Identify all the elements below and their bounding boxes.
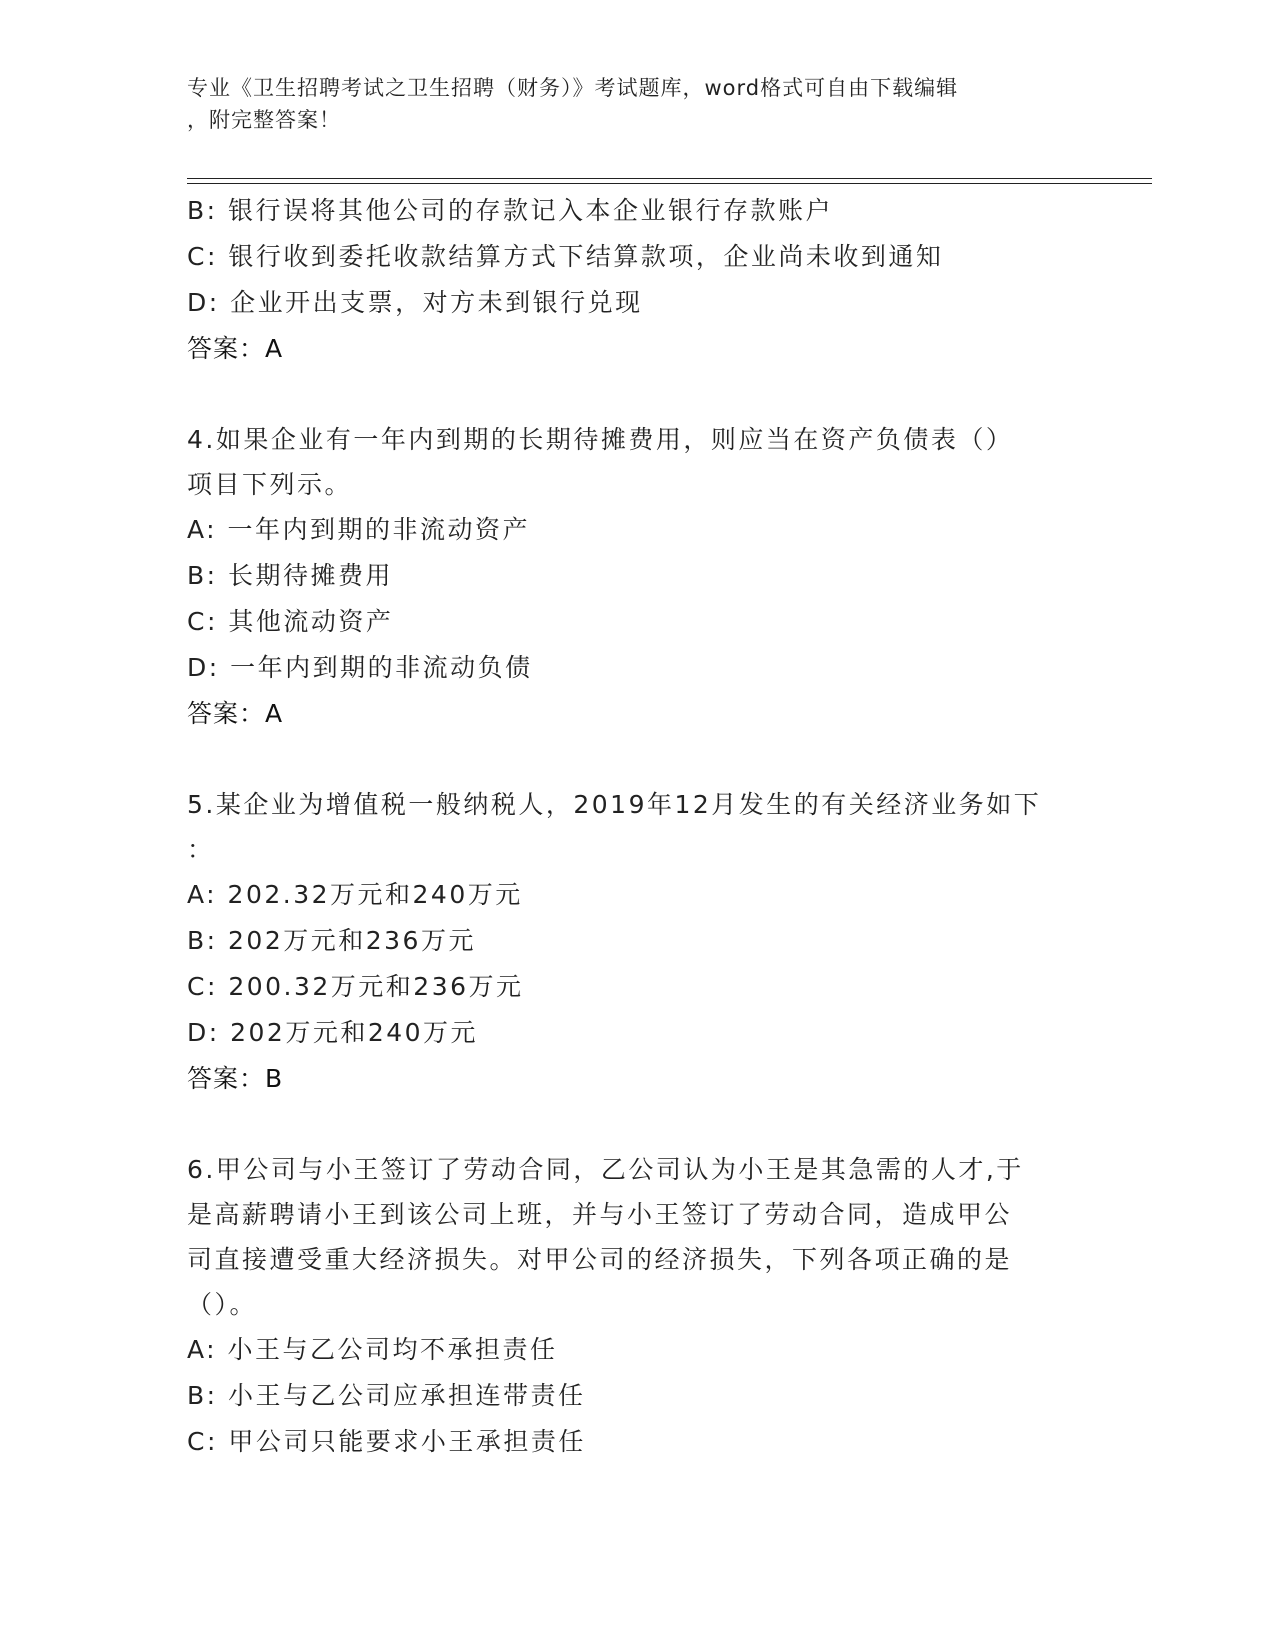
header-line-1: 专业《卫生招聘考试之卫生招聘（财务）》考试题库，word格式可自由下载编辑 [187, 76, 959, 100]
question-5 [187, 782, 1107, 1102]
question-spacer [187, 372, 1107, 417]
question-stem: （）。 [187, 1290, 258, 1319]
question-3 [187, 188, 1107, 372]
header-line-2: ，附完整答案！ [187, 108, 341, 132]
question-stem: 4.如果企业有一年内到期的长期待摊费用，则应当在资产负债表（） [187, 425, 1014, 454]
question-stem: 司直接遭受重大经济损失。对甲公司的经济损失，下列各项正确的是 [187, 1245, 1013, 1274]
answer: 答案：B [187, 1064, 284, 1093]
option-b: B: 银行误将其他公司的存款记入本企业银行存款账户 [187, 196, 834, 225]
option-b: B: 202万元和236万元 [187, 926, 476, 955]
option-b: B: 小王与乙公司应承担连带责任 [187, 1381, 586, 1410]
option-a: A: 一年内到期的非流动资产 [187, 515, 531, 544]
option-d: D: 202万元和240万元 [187, 1018, 479, 1047]
option-c: C: 甲公司只能要求小王承担责任 [187, 1427, 586, 1456]
question-stem: ： [187, 835, 215, 864]
question-stem: 项目下列示。 [187, 470, 353, 499]
header-divider-bottom [187, 183, 1152, 184]
question-list [187, 188, 1107, 1465]
question-spacer [187, 1102, 1107, 1147]
question-6 [187, 1147, 1107, 1465]
option-c: C: 200.32万元和236万元 [187, 972, 524, 1001]
option-c: C: 银行收到委托收款结算方式下结算款项，企业尚未收到通知 [187, 242, 944, 271]
option-d: D: 企业开出支票，对方未到银行兑现 [187, 288, 643, 317]
option-a: A: 202.32万元和240万元 [187, 880, 523, 909]
question-stem: 是高薪聘请小王到该公司上班，并与小王签订了劳动合同，造成甲公 [187, 1200, 1013, 1229]
document-header [187, 72, 1067, 136]
header-divider-top [187, 178, 1152, 179]
answer: 答案：A [187, 334, 284, 363]
question-4 [187, 417, 1107, 737]
question-stem: 6.甲公司与小王签订了劳动合同，乙公司认为小王是其急需的人才,于 [187, 1155, 1024, 1184]
question-spacer [187, 737, 1107, 782]
question-stem: 5.某企业为增值税一般纳税人，2019年12月发生的有关经济业务如下 [187, 790, 1042, 819]
answer: 答案：A [187, 699, 284, 728]
option-b: B: 长期待摊费用 [187, 561, 394, 590]
option-d: D: 一年内到期的非流动负债 [187, 653, 533, 682]
option-c: C: 其他流动资产 [187, 607, 394, 636]
option-a: A: 小王与乙公司均不承担责任 [187, 1335, 558, 1364]
